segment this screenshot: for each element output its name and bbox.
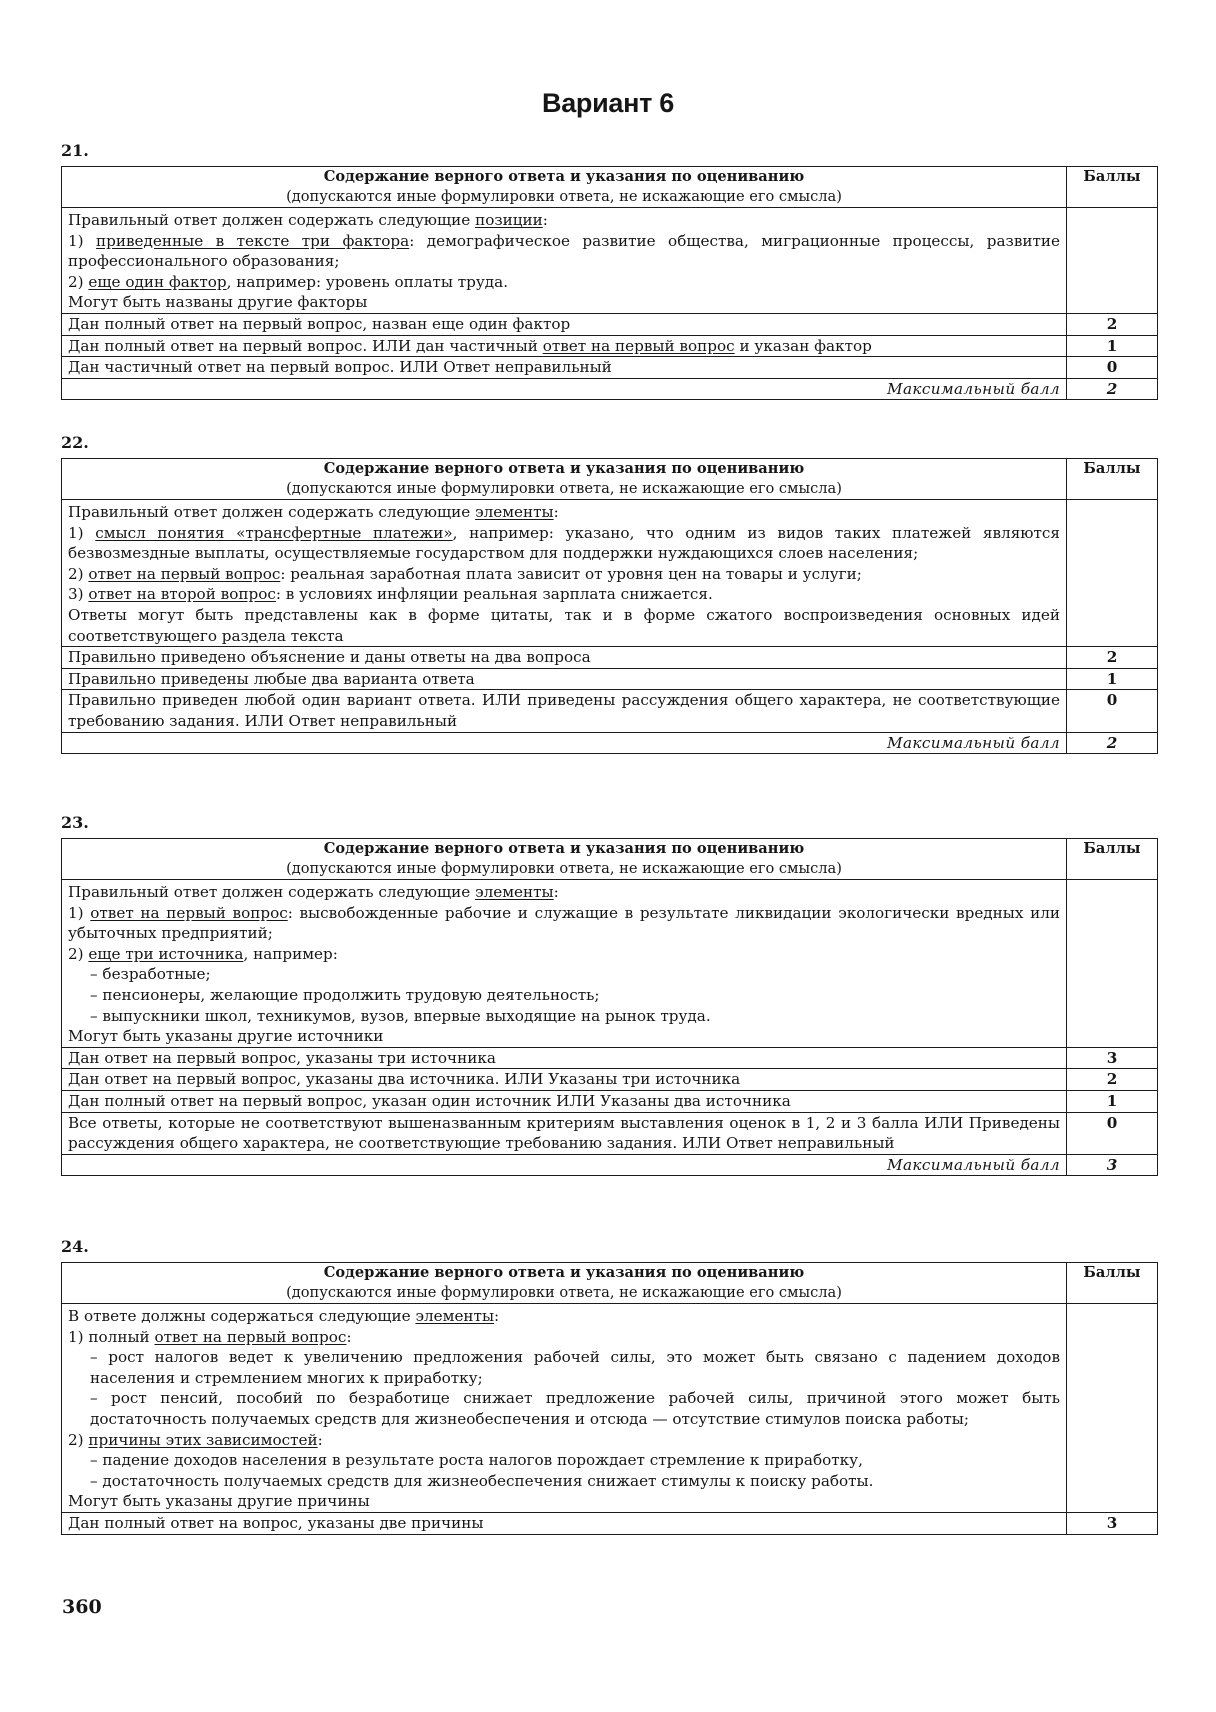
task-number: 22. (61, 433, 89, 452)
score-value: 2 (1067, 647, 1158, 669)
task-number: 23. (61, 813, 89, 832)
list-item: – пенсионеры, желающие продолжить трудовую деятельность; (90, 985, 600, 1004)
score-value: 1 (1067, 668, 1158, 690)
max-score-label: Максимальный балл (62, 732, 1067, 754)
list-item: – рост налогов ведет к увеличению предложения рабочей силы, это может быть связано с падением доходов населения и стремлением многих к приработку; (90, 1348, 1060, 1387)
max-score-value: 3 (1067, 1154, 1158, 1176)
list-item: – безработные; (90, 965, 211, 984)
score-value: 1 (1067, 1090, 1158, 1112)
criteria-table (61, 1262, 1158, 1535)
criterion-row: Дан ответ на первый вопрос, указаны два источника. ИЛИ Указаны три источника 2 (62, 1069, 1158, 1091)
content-header: Содержание верного ответа и указания по оцениванию (допускаются иные формулировки ответа, не искажающие его смысла) (62, 839, 1067, 880)
task-23 (61, 812, 1157, 1176)
content-header: Содержание верного ответа и указания по оцениванию (допускаются иные формулировки ответа, не искажающие его смысла) (62, 167, 1067, 208)
criterion-row: Правильно приведено объяснение и даны ответы на два вопроса 2 (62, 647, 1158, 669)
table-header-row (62, 839, 1158, 880)
task-number: 24. (61, 1237, 89, 1256)
list-item: – выпускники школ, техникумов, вузов, впервые выходящие на рынок труда. (90, 1006, 711, 1025)
max-score-value: 2 (1067, 732, 1158, 754)
task-22 (61, 432, 1157, 754)
score-value: 0 (1067, 357, 1158, 379)
page-number: 360 (62, 1596, 102, 1618)
content-header: Содержание верного ответа и указания по оцениванию (допускаются иные формулировки ответа, не искажающие его смысла) (62, 1263, 1067, 1304)
criteria-table (61, 458, 1158, 754)
list-item: – рост пенсий, пособий по безработице снижает предложение рабочей силы, причиной этого может быть достаточность получаемых средств для жизнеобеспечения и отсюда — отсутствие стимулов поиска работы; (90, 1389, 1060, 1428)
task-number: 21. (61, 141, 89, 160)
max-score-label: Максимальный балл (62, 378, 1067, 400)
max-score-row (62, 378, 1158, 400)
criterion-row: Правильно приведен любой один вариант ответа. ИЛИ приведены рассуждения общего характера, не соответствующие требованию задания. ИЛИ Ответ неправильный 0 (62, 690, 1158, 732)
page-title: Вариант 6 (542, 88, 674, 118)
score-value: 0 (1067, 690, 1158, 732)
criterion-row: Все ответы, которые не соответствуют вышеназванным критериям выставления оценок в 1, 2 и 3 балла ИЛИ Приведены рассуждения общего характера, не соответствующие требованию задания. ИЛИ Ответ неправильный 0 (62, 1112, 1158, 1154)
criteria-table (61, 166, 1158, 400)
task-21 (61, 140, 1157, 400)
score-header: Баллы (1067, 459, 1158, 500)
max-score-row (62, 732, 1158, 754)
score-header: Баллы (1067, 839, 1158, 880)
criterion-row: Дан ответ на первый вопрос, указаны три источника 3 (62, 1047, 1158, 1069)
answer-content: Правильный ответ должен содержать следующие позиции: 1) приведенные в тексте три фактора: демографическое развитие общества, миграционные процессы, развитие профессионального образования; 2) еще один фактор, например: уровень оплаты труда. Могут быть названы другие факторы (62, 208, 1067, 314)
criterion-row: Дан полный ответ на первый вопрос, назван еще один фактор 2 (62, 313, 1158, 335)
list-item: – достаточность получаемых средств для жизнеобеспечения снижает стимулы к поиску работы. (90, 1471, 874, 1490)
task-24 (61, 1236, 1157, 1535)
criteria-table (61, 838, 1158, 1176)
score-header: Баллы (1067, 167, 1158, 208)
score-header: Баллы (1067, 1263, 1158, 1304)
content-header: Содержание верного ответа и указания по оцениванию (допускаются иные формулировки ответа, не искажающие его смысла) (62, 459, 1067, 500)
table-header-row (62, 167, 1158, 208)
score-value: 2 (1067, 313, 1158, 335)
max-score-label: Максимальный балл (62, 1154, 1067, 1176)
score-value: 0 (1067, 1112, 1158, 1154)
answer-content-row (62, 880, 1158, 1048)
answer-content-row (62, 1304, 1158, 1513)
criterion-row: Дан полный ответ на вопрос, указаны две причины 3 (62, 1512, 1158, 1534)
list-item: – падение доходов населения в результате роста налогов порождает стремление к приработку, (90, 1451, 863, 1470)
criterion-row: Правильно приведены любые два варианта ответа 1 (62, 668, 1158, 690)
answer-content-row (62, 500, 1158, 647)
score-value: 1 (1067, 335, 1158, 357)
score-value: 2 (1067, 1069, 1158, 1091)
max-score-value: 2 (1067, 378, 1158, 400)
answer-content: Правильный ответ должен содержать следующие элементы: 1) смысл понятия «трансфертные платежи», например: указано, что одним из видов таких платежей являются безвозмездные выплаты, осуществляемые государством для поддержки нуждающихся слоев населения; 2) ответ на первый вопрос: реальная заработная плата зависит от уровня цен на товары и услуги; 3) ответ на второй вопрос: в условиях инфляции реальная зарплата снижается. Ответы могут быть представлены как в форме цитаты, так и в форме сжатого воспроизведения основных идей соответствующего раздела текста (62, 500, 1067, 647)
table-header-row (62, 459, 1158, 500)
answer-content-row (62, 208, 1158, 314)
score-value: 3 (1067, 1512, 1158, 1534)
criterion-row: Дан полный ответ на первый вопрос. ИЛИ дан частичный ответ на первый вопрос и указан фактор 1 (62, 335, 1158, 357)
answer-content: Правильный ответ должен содержать следующие элементы: 1) ответ на первый вопрос: высвобожденные рабочие и служащие в результате ликвидации экологически вредных или убыточных предприятий; 2) еще три источника, например: – безработные; – пенсионеры, желающие продолжить трудовую деятельность; – выпускники школ, техникумов, вузов, впервые выходящие на рынок труда. Могут быть указаны другие источники (62, 880, 1067, 1048)
criterion-row: Дан полный ответ на первый вопрос, указан один источник ИЛИ Указаны два источника 1 (62, 1090, 1158, 1112)
max-score-row (62, 1154, 1158, 1176)
table-header-row (62, 1263, 1158, 1304)
score-value: 3 (1067, 1047, 1158, 1069)
criterion-row: Дан частичный ответ на первый вопрос. ИЛИ Ответ неправильный 0 (62, 357, 1158, 379)
answer-content: В ответе должны содержаться следующие элементы: 1) полный ответ на первый вопрос: – рост налогов ведет к увеличению предложения рабочей силы, это может быть связано с падением доходов населения и стремлением многих к приработку; – рост пенсий, пособий по безработице снижает предложение рабочей силы, причиной этого может быть достаточность получаемых средств для жизнеобеспечения и отсюда — отсутствие стимулов поиска работы; 2) причины этих зависимостей: – падение доходов населения в результате роста налогов порождает стремление к приработку, – достаточность получаемых средств для жизнеобеспечения снижает стимулы к поиску работы. Могут быть указаны другие причины (62, 1304, 1067, 1513)
